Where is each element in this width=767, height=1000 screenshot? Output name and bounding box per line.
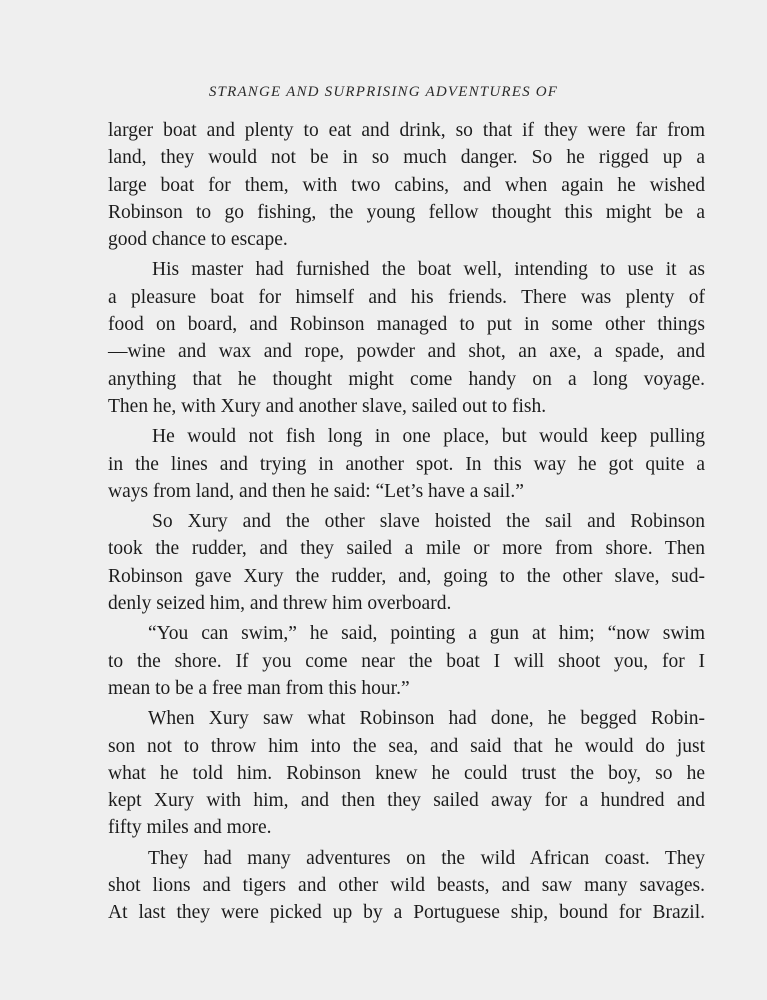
text-line: Robinson gave Xury the rudder, and, going to the other slave, sud- [108,565,705,587]
paragraph-6 [108,705,705,841]
paragraph-5 [108,620,705,702]
text-line: anything that he thought might come handy on a long voyage. [108,368,705,390]
text-line: mean to be a free man from this hour.” [108,677,410,699]
text-line: fifty miles and more. [108,817,272,839]
text-line: land, they would not be in so much danger. So he rigged up a [108,147,705,169]
text-line: large boat for them, with two cabins, and when again he wished [108,174,705,196]
paragraph-7 [108,845,705,927]
text-line: So Xury and the other slave hoisted the sail and Robinson [152,511,705,533]
text-line: He would not fish long in one place, but would keep pulling [152,426,705,448]
text-line: to the shore. If you come near the boat I will shoot you, for I [108,650,705,672]
text-line: At last they were picked up by a Portuguese ship, bound for Brazil. [108,902,705,924]
paragraph-1 [108,117,705,253]
text-line: Then he, with Xury and another slave, sailed out to fish. [108,395,547,417]
text-line: “You can swim,” he said, pointing a gun at him; “now swim [148,623,705,645]
text-line: took the rudder, and they sailed a mile or more from shore. Then [108,538,705,560]
text-line: When Xury saw what Robinson had done, he begged Robin- [148,708,705,730]
text-line: larger boat and plenty to eat and drink, so that if they were far from [108,120,705,141]
text-line: son not to throw him into the sea, and said that he would do just [108,735,705,757]
text-line: in the lines and trying in another spot. In this way he got quite a [108,453,705,475]
text-line: His master had furnished the boat well, intending to use it as [152,259,705,281]
body-text [108,117,705,930]
text-line: denly seized him, and threw him overboard. [108,593,452,615]
paragraph-4 [108,508,705,617]
text-line: kept Xury with him, and then they sailed away for a hundred and [108,790,705,812]
text-line: —wine and wax and rope, powder and shot, an axe, a spade, and [108,341,705,363]
text-line: shot lions and tigers and other wild beasts, and saw many savages. [108,875,705,897]
text-line: a pleasure boat for himself and his friends. There was plenty of [108,286,705,308]
running-head: STRANGE AND SURPRISING ADVENTURES OF [208,84,559,100]
paragraph-2 [108,256,705,420]
text-line: They had many adventures on the wild African coast. They [148,847,705,869]
text-line: food on board, and Robinson managed to put in some other things [108,314,705,336]
text-line: what he told him. Robinson knew he could trust the boy, so he [108,762,705,784]
text-line: ways from land, and then he said: “Let’s have a sail.” [108,480,524,502]
text-line: good chance to escape. [108,229,288,251]
paragraph-3 [108,423,705,505]
text-line: Robinson to go fishing, the young fellow thought this might be a [108,201,705,223]
